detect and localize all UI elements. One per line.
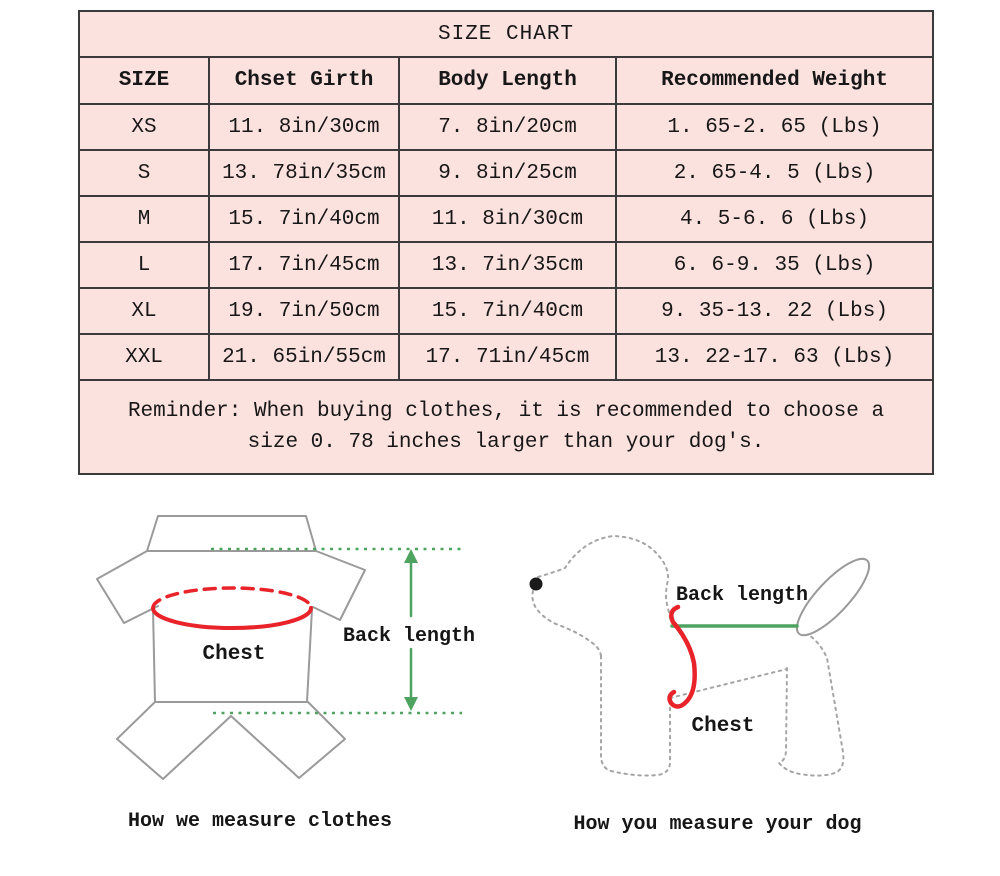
chest-girth-ellipse-bottom	[153, 608, 311, 628]
size-row-m	[79, 196, 933, 242]
col-header-body-length: Body Length	[399, 57, 616, 104]
dog-back-length-label: Back length	[675, 584, 809, 607]
title-row	[79, 11, 933, 57]
cell-size: XL	[79, 288, 209, 334]
cell-body-length: 13. 7in/35cm	[399, 242, 616, 288]
col-header-size: SIZE	[79, 57, 209, 104]
dog-caption: How you measure your dog	[573, 813, 862, 836]
size-row-s	[79, 150, 933, 196]
clothes-back-length-label: Back length	[342, 625, 476, 648]
cell-body-length: 11. 8in/30cm	[399, 196, 616, 242]
cell-body-length: 15. 7in/40cm	[399, 288, 616, 334]
header-row	[79, 57, 933, 104]
col-header-chest-girth: Chset Girth	[209, 57, 399, 104]
clothes-diagram	[97, 516, 475, 779]
cell-size: S	[79, 150, 209, 196]
dog-nose	[530, 578, 543, 591]
size-row-l	[79, 242, 933, 288]
dog-diagram	[530, 536, 879, 776]
cell-size: XXL	[79, 334, 209, 380]
cell-size: XS	[79, 104, 209, 150]
cell-weight: 9. 35-13. 22 (Lbs)	[616, 288, 933, 334]
cell-body-length: 7. 8in/20cm	[399, 104, 616, 150]
cell-chest-girth: 11. 8in/30cm	[209, 104, 399, 150]
cell-chest-girth: 17. 7in/45cm	[209, 242, 399, 288]
cell-size: M	[79, 196, 209, 242]
size-chart-table	[78, 10, 934, 475]
cell-body-length: 9. 8in/25cm	[399, 150, 616, 196]
table-title: SIZE CHART	[79, 11, 933, 57]
clothes-chest-label: Chest	[202, 643, 266, 666]
cell-weight: 6. 6-9. 35 (Lbs)	[616, 242, 933, 288]
cell-weight: 1. 65-2. 65 (Lbs)	[616, 104, 933, 150]
cell-body-length: 17. 71in/45cm	[399, 334, 616, 380]
left-sleeve-outline	[97, 551, 158, 623]
cell-weight: 13. 22-17. 63 (Lbs)	[616, 334, 933, 380]
cell-chest-girth: 13. 78in/35cm	[209, 150, 399, 196]
cell-size: L	[79, 242, 209, 288]
cell-weight: 4. 5-6. 6 (Lbs)	[616, 196, 933, 242]
reminder-line-1: Reminder: When buying clothes, it is recommended to choose a	[127, 400, 885, 423]
cell-weight: 2. 65-4. 5 (Lbs)	[616, 150, 933, 196]
right-sleeve-outline	[313, 551, 365, 620]
collar-outline	[147, 516, 316, 551]
chest-girth-ellipse-top	[153, 588, 311, 608]
reminder-row	[79, 380, 933, 474]
dog-chest-line	[670, 607, 695, 707]
dog-outline	[532, 536, 843, 776]
dog-chest-label: Chest	[691, 715, 755, 738]
cell-chest-girth: 19. 7in/50cm	[209, 288, 399, 334]
reminder-note	[79, 380, 933, 474]
reminder-line-2: size 0. 78 inches larger than your dog's.	[247, 431, 765, 454]
size-row-xs	[79, 104, 933, 150]
cell-chest-girth: 21. 65in/55cm	[209, 334, 399, 380]
size-row-xxl	[79, 334, 933, 380]
cell-chest-girth: 15. 7in/40cm	[209, 196, 399, 242]
clothes-caption: How we measure clothes	[127, 810, 393, 833]
size-row-xl	[79, 288, 933, 334]
col-header-recommended-weight: Recommended Weight	[616, 57, 933, 104]
